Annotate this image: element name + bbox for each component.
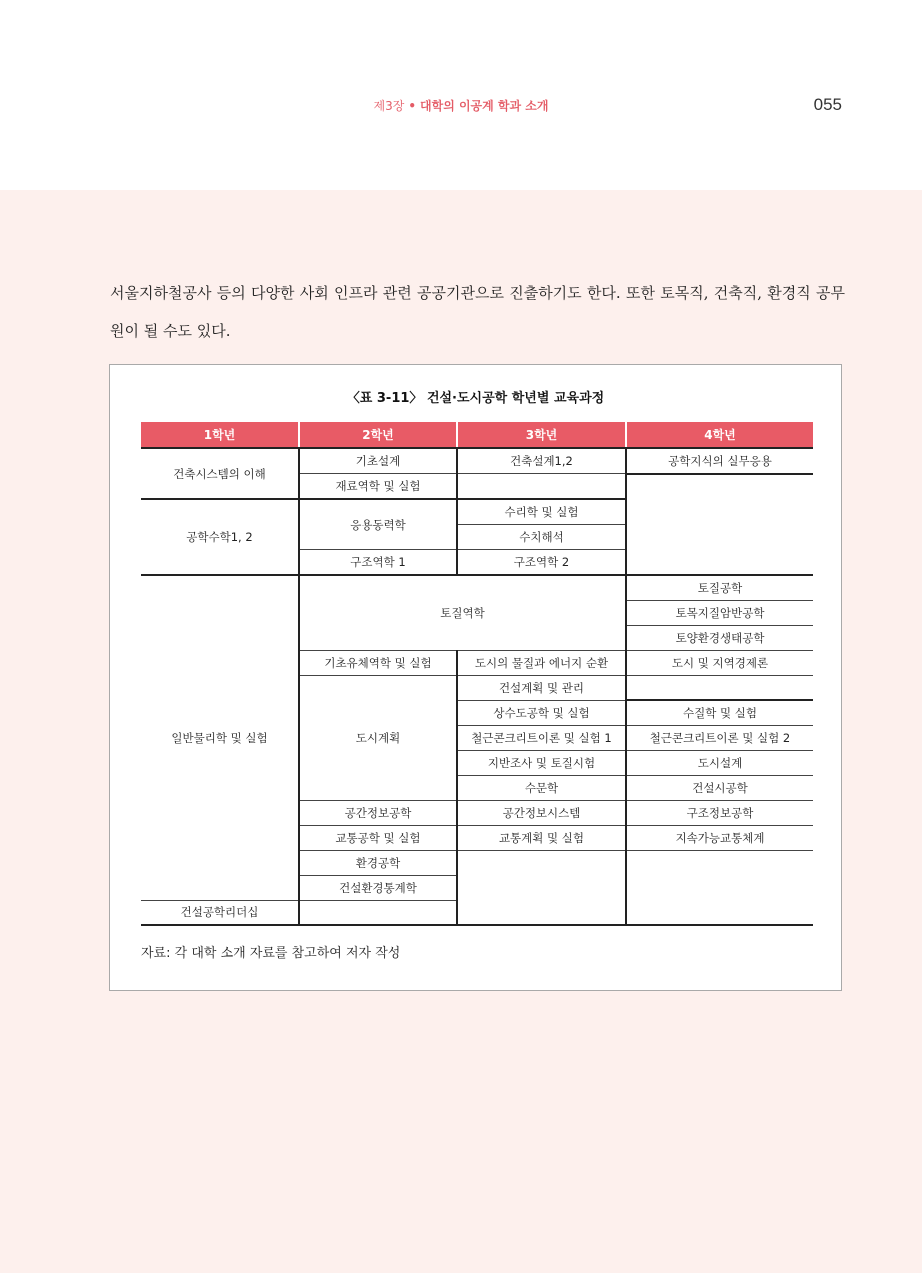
cell-year3: 교통계획 및 실험 (457, 825, 626, 850)
cell-year2: 교통공학 및 실험 (299, 825, 457, 850)
cell-year2-empty (299, 900, 457, 925)
cell-year2: 구조역학 1 (299, 550, 457, 575)
cell-year3: 수치해석 (457, 525, 626, 550)
table-source-note: 자료: 각 대학 소개 자료를 참고하여 저자 작성 (141, 946, 401, 961)
cell-year3: 건설계획 및 관리 (457, 675, 626, 700)
cell-year2: 기초설계 (299, 448, 457, 474)
cell-year4-empty (626, 474, 813, 575)
cell-year3: 철근콘크리트이론 및 실험 1 (457, 726, 626, 751)
cell-year4-empty (626, 675, 813, 700)
cell-year2: 공간정보공학 (299, 800, 457, 825)
cell-year4: 토목지질암반공학 (626, 600, 813, 625)
running-header (0, 97, 922, 114)
header-year-2: 2학년 (299, 422, 457, 448)
cell-year3: 도시의 물질과 에너지 순환 (457, 650, 626, 675)
body-paragraph: 서울지하철공사 등의 다양한 사회 인프라 관련 공공기관으로 진출하기도 한다. 또한 토목직, 건축직, 환경직 공무원이 될 수도 있다. (110, 284, 845, 340)
cell-year3: 건축설계1,2 (457, 448, 626, 474)
cell-year4: 철근콘크리트이론 및 실험 2 (626, 726, 813, 751)
cell-year4-empty (626, 850, 813, 925)
cell-year4: 공학지식의 실무응용 (626, 448, 813, 474)
table-row (141, 575, 813, 600)
cell-year2: 건설환경통계학 (299, 875, 457, 900)
table-caption: 〈표 3-11〉 건설·도시공학 학년별 교육과정 (346, 391, 605, 406)
cell-year1: 건설공학리더십 (141, 900, 299, 925)
chapter-title: 대학의 이공계 학과 소개 (420, 99, 549, 113)
cell-year2: 도시계획 (299, 675, 457, 800)
cell-year3: 수리학 및 실험 (457, 499, 626, 524)
cell-year3: 구조역학 2 (457, 550, 626, 575)
cell-year3: 상수도공학 및 실험 (457, 700, 626, 725)
separator-dot: • (408, 99, 417, 113)
cell-year1: 건축시스템의 이해 (141, 448, 299, 499)
cell-year4: 도시 및 지역경제론 (626, 650, 813, 675)
header-year-1: 1학년 (141, 422, 299, 448)
cell-year4: 도시설계 (626, 751, 813, 776)
cell-year4: 토질공학 (626, 575, 813, 600)
cell-year4: 토양환경생태공학 (626, 625, 813, 650)
cell-year4: 수질학 및 실험 (626, 700, 813, 725)
cell-year2: 응용동력학 (299, 499, 457, 549)
cell-year1: 일반물리학 및 실험 (141, 575, 299, 900)
header-year-3: 3학년 (457, 422, 626, 448)
cell-year2: 환경공학 (299, 850, 457, 875)
cell-year4: 지속가능교통체계 (626, 825, 813, 850)
table-header-row (141, 422, 813, 448)
cell-year3-empty (457, 474, 626, 499)
cell-year4: 구조정보공학 (626, 800, 813, 825)
cell-year3: 공간정보시스템 (457, 800, 626, 825)
curriculum-table (141, 422, 813, 926)
page-number: 055 (813, 95, 842, 114)
chapter-label: 제3장 (373, 99, 405, 113)
cell-year2: 재료역학 및 실험 (299, 474, 457, 499)
table-row (141, 448, 813, 474)
cell-year2: 기초유체역학 및 실험 (299, 650, 457, 675)
cell-year3-empty (457, 850, 626, 925)
header-year-4: 4학년 (626, 422, 813, 448)
cell-year2-3: 토질역학 (299, 575, 626, 650)
cell-year3: 수문학 (457, 776, 626, 801)
cell-year1: 공학수학1, 2 (141, 499, 299, 575)
top-white-band (0, 0, 922, 190)
table-box (109, 364, 842, 991)
cell-year3: 지반조사 및 토질시험 (457, 751, 626, 776)
cell-year4: 건설시공학 (626, 776, 813, 801)
